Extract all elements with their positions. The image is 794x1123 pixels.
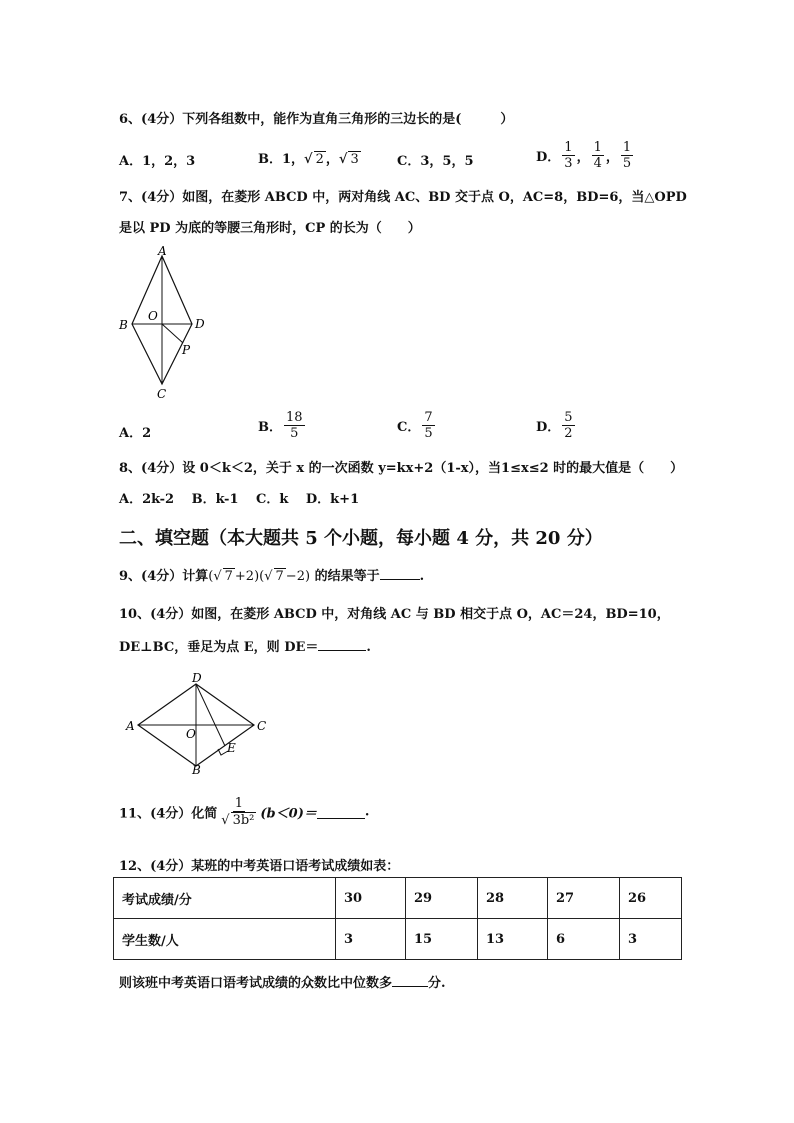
q10-line2-text: DE⊥BC，垂足为点 E，则 DE＝ bbox=[119, 640, 319, 655]
q6-option-b-prefix: B．1， bbox=[258, 152, 305, 167]
fraction-denominator: 4 bbox=[593, 156, 602, 171]
q10-answer-blank[interactable] bbox=[318, 638, 366, 651]
q7-b-fraction bbox=[284, 410, 305, 441]
q7-c-fraction bbox=[422, 410, 434, 441]
label-a: A bbox=[158, 244, 167, 258]
q7-option-b-prefix: B． bbox=[258, 420, 282, 435]
table-row bbox=[114, 919, 682, 960]
q9-answer-blank[interactable] bbox=[380, 567, 420, 580]
q11-condition: (b＜0)＝ bbox=[260, 806, 317, 822]
q12-answer-blank[interactable] bbox=[392, 974, 428, 987]
q8-stem: 8、(4分）设 0＜k＜2，关于 x 的一次函数 y=kx+2（1-x），当1≤x≤2 时的最大值是（ ） bbox=[119, 461, 684, 476]
segment-de bbox=[196, 684, 225, 746]
q11-fraction bbox=[219, 796, 258, 828]
q6-d-fraction-3 bbox=[621, 140, 633, 171]
table-cell: 学生数/人 bbox=[114, 919, 336, 960]
q6-b-radicand-2: 3 bbox=[350, 152, 359, 167]
section-2-title: 二、填空题（本大题共 5 个小题，每小题 4 分，共 20 分） bbox=[119, 528, 603, 549]
fraction-denominator: 5 bbox=[290, 426, 299, 441]
q7-stem-line1: 7、(4分）如图，在菱形 ABCD 中，两对角线 AC、BD 交于点 O，AC=8，BD=6，当△OPD bbox=[119, 190, 687, 205]
table-cell: 26 bbox=[620, 878, 682, 919]
sqrt-symbol: √ bbox=[304, 152, 313, 167]
q9-middle-2: −2) bbox=[285, 569, 311, 584]
fraction-numerator: 18 bbox=[286, 410, 303, 425]
label-d: D bbox=[195, 317, 205, 331]
table-cell: 28 bbox=[478, 878, 548, 919]
q10-stem-line1: 10、(4分）如图，在菱形 ABCD 中，对角线 AC 与 BD 相交于点 O，AC＝24，BD=10， bbox=[119, 607, 670, 622]
q9-suffix: 的结果等于 bbox=[310, 569, 380, 584]
table-cell: 29 bbox=[406, 878, 478, 919]
q6-option-d-prefix: D． bbox=[536, 150, 561, 165]
q7-d-fraction bbox=[562, 410, 574, 441]
table-cell: 30 bbox=[336, 878, 406, 919]
q9-radicand-2: 7 bbox=[275, 569, 284, 584]
label-a: A bbox=[126, 719, 135, 733]
fraction-denominator: 2 bbox=[564, 426, 573, 441]
q9-radicand-1: 7 bbox=[224, 569, 233, 584]
q10-rhombus-figure bbox=[122, 670, 282, 778]
q11-radicand: 3b² bbox=[232, 813, 255, 828]
table-cell: 3 bbox=[620, 919, 682, 960]
q9-stem bbox=[119, 565, 424, 584]
q10-end: . bbox=[366, 640, 371, 655]
q6-d-fraction-1 bbox=[562, 140, 574, 171]
q11-stem bbox=[119, 796, 369, 828]
fraction-denominator: 3 bbox=[564, 156, 573, 171]
label-d: D bbox=[192, 671, 202, 685]
q7-option-d-prefix: D． bbox=[536, 420, 561, 435]
q7-rhombus-figure bbox=[112, 244, 222, 402]
table-cell: 27 bbox=[548, 878, 620, 919]
table-cell: 13 bbox=[478, 919, 548, 960]
fraction-numerator: 1 bbox=[593, 140, 602, 155]
fraction-numerator: 7 bbox=[424, 410, 433, 425]
label-c: C bbox=[157, 387, 167, 401]
q6-b-radicand-1: 2 bbox=[315, 152, 324, 167]
segment-op bbox=[162, 324, 183, 343]
label-b: B bbox=[192, 763, 201, 777]
label-b: B bbox=[119, 318, 128, 332]
q12-stem: 12、(4分）某班的中考英语口语考试成绩如表： bbox=[119, 859, 400, 874]
label-c: C bbox=[257, 719, 267, 733]
q11-end: . bbox=[364, 804, 370, 820]
q7-option-c-prefix: C． bbox=[397, 420, 421, 435]
q6-option-c: C．3，5，5 bbox=[397, 154, 474, 169]
table-cell: 6 bbox=[548, 919, 620, 960]
label-o: O bbox=[186, 727, 196, 741]
q12-score-table bbox=[113, 877, 682, 960]
q7-option-c bbox=[397, 410, 437, 441]
fraction-numerator: 1 bbox=[622, 140, 632, 155]
q6-option-d: D． $\frac{1}{3}$ ， $\frac{1}{4}$ ， $\frac{1}{5}$ bbox=[536, 140, 632, 171]
q9-paren: ( bbox=[208, 569, 214, 584]
label-p: P bbox=[182, 343, 191, 357]
q10-stem-line2 bbox=[119, 636, 371, 655]
q9-end: . bbox=[419, 569, 425, 584]
fraction-denominator: 5 bbox=[424, 426, 433, 441]
q7-option-a: A．2 bbox=[119, 426, 152, 441]
q8-options: A．2k-2 B．k-1 C．k D．k+1 bbox=[119, 492, 360, 507]
q11-answer-blank[interactable] bbox=[317, 806, 365, 819]
label-e: E bbox=[227, 741, 236, 755]
q6-b-separator: ， bbox=[325, 152, 339, 167]
q6-option-b bbox=[258, 148, 361, 167]
table-cell: 3 bbox=[336, 919, 406, 960]
table-row bbox=[114, 878, 682, 919]
q6-stem: 6、(4分）下列各组数中，能作为直角三角形的三边长的是( ） bbox=[119, 112, 514, 127]
fraction-numerator: 5 bbox=[564, 410, 573, 425]
fraction-denominator bbox=[219, 812, 258, 828]
q6-option-a: A．1，2，3 bbox=[119, 154, 196, 169]
sqrt-symbol: √ bbox=[338, 152, 348, 167]
sqrt-symbol: √ bbox=[213, 569, 222, 584]
q7-option-d bbox=[536, 410, 577, 441]
table-cell: 考试成绩/分 bbox=[114, 878, 336, 919]
table-cell: 15 bbox=[406, 919, 478, 960]
q7-stem-line2: 是以 PD 为底的等腰三角形时，CP 的长为（ ） bbox=[119, 221, 421, 236]
fraction-denominator: 5 bbox=[622, 156, 632, 171]
q9-middle-1: +2)( bbox=[234, 569, 265, 584]
sqrt-symbol: √ bbox=[264, 569, 273, 584]
fraction-numerator: 1 bbox=[234, 796, 243, 811]
q12-question-text: 则该班中考英语口语考试成绩的众数比中位数多 bbox=[119, 976, 393, 991]
q12-question bbox=[119, 972, 446, 991]
label-o: O bbox=[148, 309, 158, 323]
q9-prefix: 9、(4分）计算 bbox=[119, 569, 209, 584]
fraction-numerator: 1 bbox=[564, 140, 573, 155]
q12-question-end: 分. bbox=[428, 976, 446, 991]
q11-prefix: 11、(4分）化简 bbox=[119, 806, 218, 822]
sqrt-symbol: √ bbox=[221, 813, 230, 828]
q7-option-b bbox=[258, 410, 307, 441]
q6-d-fraction-2 bbox=[592, 140, 604, 171]
